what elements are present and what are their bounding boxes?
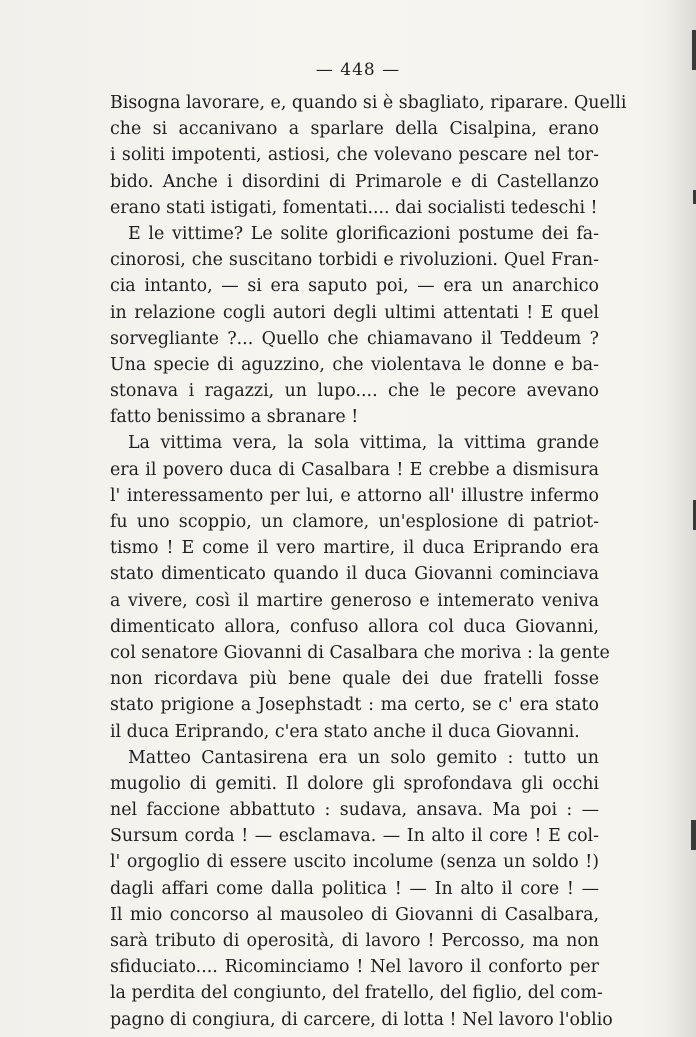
text-line: dimenticato allora, confuso allora col duca Giovanni,: [110, 616, 599, 637]
text-line: Bisogna lavorare, e, quando si è sbagliato, riparare. Quelli: [110, 93, 627, 113]
text-line: i soliti impotenti, astiosi, che volevano pescare nel tor-: [110, 145, 599, 166]
text-line: Una specie di aguzzino, che violentava le donne e ba-: [110, 354, 599, 375]
text-line: La vittima vera, la sola vittima, la vittima grande: [128, 433, 599, 454]
text-line: l' interessamento per lui, e attorno all' illustre infermo: [110, 485, 599, 506]
text-line: fatto benissimo a sbranare !: [110, 407, 359, 428]
text-line: stato dimenticato quando il duca Giovanni cominciava: [110, 564, 599, 585]
text-line: in relazione cogli autori degli ultimi attentati ! E quel: [110, 302, 599, 323]
page-edge-mark: [691, 820, 696, 850]
text-line: tismo ! E come il vero martire, il duca Eriprando era: [110, 538, 599, 559]
text-line: che si accanivano a sparlare della Cisalpina, erano: [110, 119, 599, 140]
text-line: col senatore Giovanni di Casalbara che moriva : la gente: [110, 642, 610, 663]
text-line: era il povero duca di Casalbara ! E crebbe a dismisura: [110, 459, 599, 480]
text-line: cia intanto, — si era saputo poi, — era un anarchico: [110, 276, 599, 297]
text-line: non ricordava più bene quale dei due fratelli fosse: [110, 669, 599, 690]
text-line: Sursum corda ! — esclamava. — In alto il core ! E col-: [110, 826, 599, 847]
text-line: a vivere, così il martire generoso e intemerato veniva: [110, 590, 599, 611]
text-line: erano stati istigati, fomentati.... dai socialisti tedeschi !: [110, 197, 598, 218]
text-line: stonava i ragazzi, un lupo.... che le pecore avevano: [110, 381, 599, 402]
text-line: nel faccione abbattuto : sudava, ansava. Ma poi : —: [110, 800, 599, 821]
text-line: il duca Eriprando, c'era stato anche il duca Giovanni.: [110, 721, 580, 742]
page-number: — 448 —: [315, 60, 401, 80]
text-line: pagno di congiura, di carcere, di lotta ! Nel lavoro l'oblio: [110, 1009, 613, 1030]
text-line: Il mio concorso al mausoleo di Giovanni di Casalbara,: [110, 904, 599, 925]
text-line: Matteo Cantasirena era un solo gemito : tutto un: [128, 747, 599, 768]
text-line: sfiduciato.... Ricominciamo ! Nel lavoro il conforto per: [110, 957, 599, 978]
text-line: dagli affari come dalla politica ! — In alto il core ! —: [110, 878, 599, 899]
text-line: sorvegliante ?... Quello che chiamavano il Teddeum ?: [110, 328, 599, 349]
text-line: E le vittime? Le solite glorificazioni postume dei fa-: [128, 223, 599, 244]
text-line: cinorosi, che suscitano torbidi e rivoluzioni. Quel Fran-: [110, 250, 599, 271]
text-line: la perdita del congiunto, del fratello, del figlio, del com-: [110, 983, 603, 1004]
text-line: sarà tributo di operosità, di lavoro ! Percosso, ma non: [110, 931, 599, 951]
text-line: fu uno scoppio, un clamore, un'esplosione di patriot-: [110, 512, 599, 532]
page-edge-shadow: [666, 0, 696, 1037]
text-line: stato prigione a Josephstadt : ma certo, se c' era stato: [110, 695, 599, 716]
text-line: l' orgoglio di essere uscito incolume (senza un soldo !): [110, 852, 599, 873]
body-text: [110, 90, 627, 1033]
text-line: bido. Anche i disordini di Primarole e di Castellanzo: [110, 171, 599, 192]
text-line: mugolio di gemiti. Il dolore gli sprofondava gli occhi: [110, 773, 599, 794]
